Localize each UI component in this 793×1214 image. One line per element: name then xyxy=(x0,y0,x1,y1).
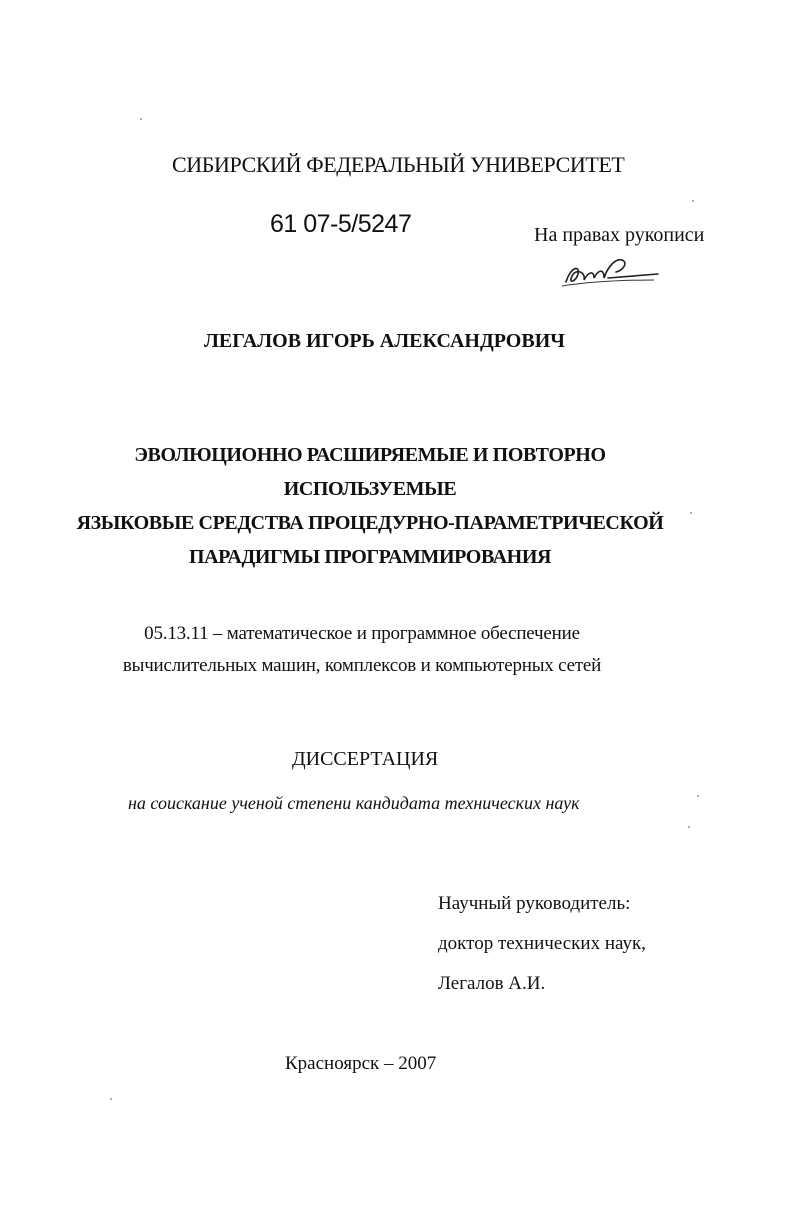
supervisor-line: Легалов А.И. xyxy=(438,973,546,994)
thesis-title-line: ПАРАДИГМЫ ПРОГРАММИРОВАНИЯ xyxy=(188,546,552,568)
author-name: ЛЕГАЛОВ ИГОРЬ АЛЕКСАНДРОВИЧ xyxy=(204,330,565,352)
specialty xyxy=(112,618,612,682)
scan-speck xyxy=(697,795,699,797)
archive-code: 61 07-5/5247 xyxy=(270,210,412,238)
degree-note: на соискание ученой степени кандидата технических наук xyxy=(128,793,580,813)
scan-speck xyxy=(688,826,690,828)
signature-image xyxy=(558,250,662,290)
thesis-title xyxy=(50,438,690,574)
specialty-line: вычислительных машин, комплексов и компьютерных сетей xyxy=(122,655,602,676)
supervisor-block xyxy=(438,884,646,1004)
thesis-title-line: ЭВОЛЮЦИОННО РАСШИРЯЕМЫЕ И ПОВТОРНО ИСПОЛЬЗУЕМЫЕ xyxy=(134,444,606,500)
specialty-line: 05.13.11 – математическое и программное обеспечение xyxy=(144,623,580,644)
supervisor-line: доктор технических наук, xyxy=(438,933,646,954)
supervisor-line: Научный руководитель: xyxy=(438,893,631,914)
scan-speck xyxy=(690,512,692,514)
city-year: Красноярск – 2007 xyxy=(285,1053,437,1074)
document-type: ДИССЕРТАЦИЯ xyxy=(292,748,439,770)
scan-speck xyxy=(692,200,694,202)
scan-speck xyxy=(140,118,142,120)
rights-note: На правах рукописи xyxy=(534,224,705,246)
scan-speck xyxy=(110,1098,112,1100)
university-name: СИБИРСКИЙ ФЕДЕРАЛЬНЫЙ УНИВЕРСИТЕТ xyxy=(172,152,625,177)
thesis-title-line: ЯЗЫКОВЫЕ СРЕДСТВА ПРОЦЕДУРНО-ПАРАМЕТРИЧЕСКОЙ xyxy=(76,512,664,534)
